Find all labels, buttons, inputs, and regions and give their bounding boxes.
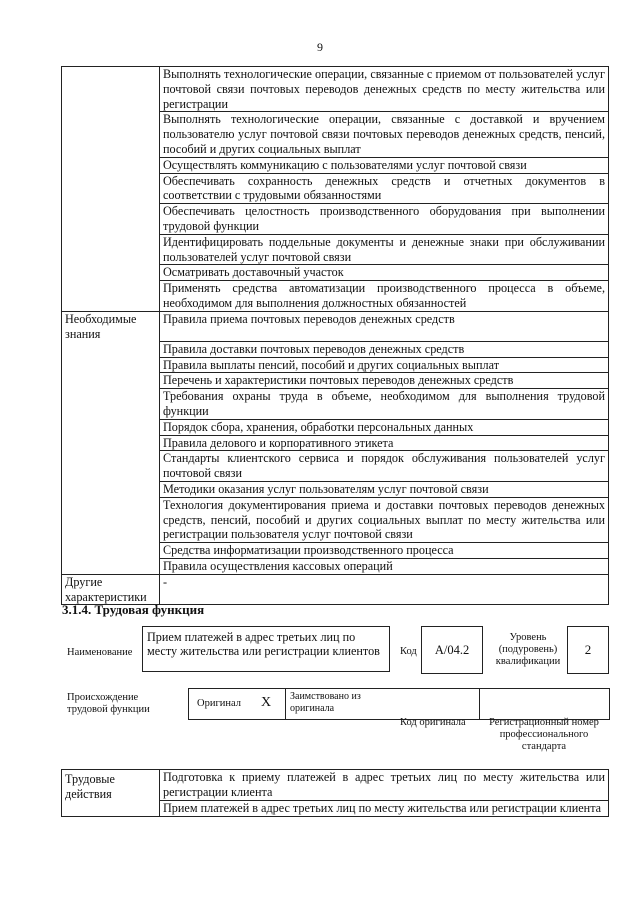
knowledge-item: Перечень и характеристики почтовых переводов денежных средств xyxy=(160,373,609,389)
table-row xyxy=(62,574,609,605)
labor-action-item: Прием платежей в адрес третьих лиц по месту жительства или регистрации клиента xyxy=(160,801,609,817)
table-row xyxy=(62,770,609,801)
table-row xyxy=(62,67,609,112)
table-row xyxy=(62,373,609,389)
table-row xyxy=(62,497,609,542)
knowledge-item: Правила осуществления кассовых операций xyxy=(160,559,609,575)
level-label: Уровень (подуровень) квалификации xyxy=(495,632,561,667)
table-row xyxy=(62,451,609,482)
name-label: Наименование xyxy=(67,647,133,658)
code-original-label: Код оригинала xyxy=(400,717,466,728)
divider xyxy=(479,689,480,719)
original-label: Оригинал xyxy=(197,698,241,709)
skill-item: Обеспечивать целостность производственного оборудования при выполнении трудовой функции xyxy=(160,204,609,235)
table-row xyxy=(62,419,609,435)
knowledge-item: Требования охраны труда в объеме, необходимом для выполнения трудовой функции xyxy=(160,389,609,420)
table-row xyxy=(62,204,609,235)
level-value: 2 xyxy=(567,626,609,674)
original-mark: X xyxy=(261,695,272,710)
knowledge-item: Правила приема почтовых переводов денежных средств xyxy=(160,311,609,341)
knowledge-item: Методики оказания услуг пользователям услуг почтовой связи xyxy=(160,482,609,498)
skill-item: Осматривать доставочный участок xyxy=(160,265,609,281)
table-row xyxy=(62,435,609,451)
labor-actions-label: Трудовые действия xyxy=(62,770,160,817)
other-label: Другие характеристики xyxy=(62,574,160,605)
knowledge-item: Правила делового и корпоративного этикета xyxy=(160,435,609,451)
table-row xyxy=(62,112,609,157)
skill-item: Выполнять технологические операции, связанные с доставкой и вручением пользователю услуг почтовой связи почтовых переводов денежных средств, пенсий, пособий и других социальных выплат xyxy=(160,112,609,157)
skills-knowledge-table xyxy=(61,66,609,605)
labor-action-item: Подготовка к приему платежей в адрес третьих лиц по месту жительства или регистрации клиента xyxy=(160,770,609,801)
code-label: Код xyxy=(400,646,417,657)
borrowed-label: Заимствовано из оригинала xyxy=(290,691,361,714)
knowledge-label: Необходимые знания xyxy=(62,311,160,341)
page-number: 9 xyxy=(317,40,323,54)
origin-table xyxy=(188,688,610,720)
skill-item: Осуществлять коммуникацию с пользователями услуг почтовой связи xyxy=(160,157,609,173)
table-row xyxy=(62,281,609,312)
table-row xyxy=(62,357,609,373)
divider xyxy=(285,689,286,719)
code-value: А/04.2 xyxy=(421,626,483,674)
table-row xyxy=(62,173,609,204)
table-row xyxy=(62,265,609,281)
table-row xyxy=(62,389,609,420)
table-row xyxy=(62,559,609,575)
table-row xyxy=(62,311,609,341)
name-value: Прием платежей в адрес третьих лиц по месту жительства или регистрации клиентов xyxy=(142,626,390,672)
knowledge-item: Средства информатизации производственного процесса xyxy=(160,543,609,559)
table-row xyxy=(62,543,609,559)
table-row xyxy=(62,157,609,173)
knowledge-item: Правила доставки почтовых переводов денежных средств xyxy=(160,341,609,357)
knowledge-item: Порядок сбора, хранения, обработки персональных данных xyxy=(160,419,609,435)
empty-label-cell xyxy=(62,67,160,112)
section-title: 3.1.4. Трудовая функция xyxy=(62,602,205,617)
other-value: - xyxy=(160,574,609,605)
table-row xyxy=(62,482,609,498)
table-row xyxy=(62,234,609,265)
reg-number-label: Регистрационный номер профессионального стандарта xyxy=(489,717,599,752)
skill-item: Применять средства автоматизации производственного процесса в объеме, необходимом для выполнения должностных обязанностей xyxy=(160,281,609,312)
skill-item: Выполнять технологические операции, связанные с приемом от пользователей услуг почтовой связи почтовых переводов денежных средств по месту жительства или регистрации xyxy=(160,67,609,112)
knowledge-item: Технология документирования приема и доставки почтовых переводов денежных средств, пенсий, пособий и других социальных выплат по месту жительства или регистрации пользователя услуг почтовой связи xyxy=(160,497,609,542)
origin-label: Происхождение трудовой функции xyxy=(67,692,150,715)
labor-actions-table xyxy=(61,769,609,817)
knowledge-item: Правила выплаты пенсий, пособий и других социальных выплат xyxy=(160,357,609,373)
table-row xyxy=(62,341,609,357)
knowledge-item: Стандарты клиентского сервиса и порядок обслуживания пользователей услуг почтовой связи xyxy=(160,451,609,482)
skill-item: Идентифицировать поддельные документы и денежные знаки при обслуживании пользователей услуг почтовой связи xyxy=(160,234,609,265)
skill-item: Обеспечивать сохранность денежных средств и отчетных документов в соответствии с трудовыми обязанностями xyxy=(160,173,609,204)
